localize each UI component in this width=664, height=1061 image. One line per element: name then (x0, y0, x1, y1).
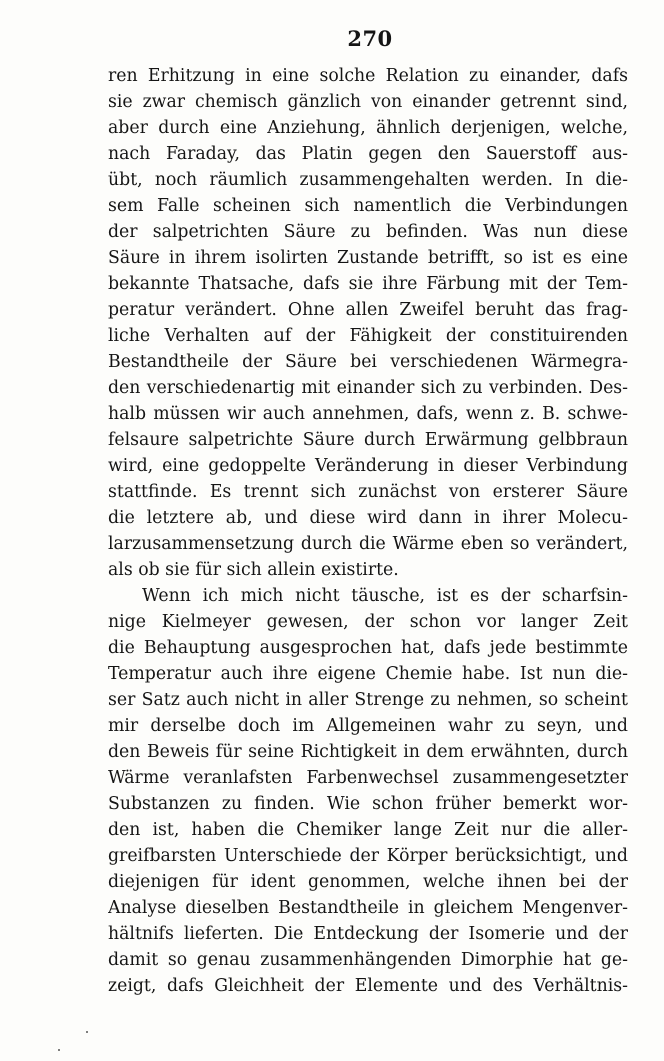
text-line: Temperatur auch ihre eigene Chemie habe. Ist nun die- (108, 664, 628, 684)
text-line: übt, noch räumlich zusammengehalten werden. In die- (108, 170, 628, 190)
text-line: peratur verändert. Ohne allen Zweifel beruht das frag- (108, 300, 628, 320)
paragraph-start-line: Wenn ich mich nicht täusche, ist es der scharfsin- (142, 586, 628, 606)
text-line: nach Faraday, das Platin gegen den Sauerstoff aus- (108, 144, 628, 164)
text-line: damit so genau zusammenhängenden Dimorphie hat ge- (108, 950, 628, 970)
text-line: Bestandtheile der Säure bei verschiedenen Wärmegra- (108, 352, 628, 372)
text-line: die Behauptung ausgesprochen hat, dafs jede bestimmte (108, 638, 628, 658)
text-line: Substanzen zu finden. Wie schon früher bemerkt wor- (108, 794, 628, 814)
text-line: Wärme veranlafsten Farbenwechsel zusammengesetzter (108, 768, 628, 788)
text-line: Analyse dieselben Bestandtheile in gleichem Mengenver- (108, 898, 628, 918)
text-line: stattfinde. Es trennt sich zunächst von ersterer Säure (108, 482, 628, 502)
text-line: diejenigen für ident genommen, welche ihnen bei der (108, 872, 628, 892)
text-line: greifbarsten Unterschiede der Körper berücksichtigt, und (108, 846, 628, 866)
scan-speck (86, 1031, 88, 1033)
text-line: halb müssen wir auch annehmen, dafs, wenn z. B. schwe- (108, 404, 628, 424)
text-line: den ist, haben die Chemiker lange Zeit nur die aller- (108, 820, 628, 840)
scan-speck (58, 1049, 60, 1051)
text-line: nige Kielmeyer gewesen, der schon vor langer Zeit (108, 612, 628, 632)
text-line: aber durch eine Anziehung, ähnlich derjenigen, welche, (108, 118, 628, 138)
text-line: Säure in ihrem isolirten Zustande betrifft, so ist es eine (108, 248, 628, 268)
text-line: die letztere ab, und diese wird dann in ihrer Molecu- (108, 508, 628, 528)
text-line: der salpetrichten Säure zu befinden. Was nun diese (108, 222, 628, 242)
text-line: zeigt, dafs Gleichheit der Elemente und des Verhältnis- (108, 976, 628, 996)
text-line: sie zwar chemisch gänzlich von einander getrennt sind, (108, 92, 628, 112)
text-line: liche Verhalten auf der Fähigkeit der constituirenden (108, 326, 628, 346)
body-text (108, 63, 628, 999)
text-line: ren Erhitzung in eine solche Relation zu einander, dafs (108, 66, 628, 86)
text-line: den verschiedenartig mit einander sich zu verbinden. Des- (108, 378, 628, 398)
text-line: den Beweis für seine Richtigkeit in dem erwähnten, durch (108, 742, 628, 762)
text-line: mir derselbe doch im Allgemeinen wahr zu seyn, und (108, 716, 628, 736)
page-number: 270 (347, 26, 393, 51)
text-line: hältnifs lieferten. Die Entdeckung der Isomerie und der (108, 924, 628, 944)
text-line: wird, eine gedoppelte Veränderung in dieser Verbindung (108, 456, 628, 476)
text-line: ser Satz auch nicht in aller Strenge zu nehmen, so scheint (108, 690, 628, 710)
paragraph-end-line: als ob sie für sich allein existirte. (108, 560, 399, 580)
text-line: larzusammensetzung durch die Wärme eben so verändert, (108, 534, 628, 554)
text-line: bekannte Thatsache, dafs sie ihre Färbung mit der Tem- (108, 274, 628, 294)
text-line: felsaure salpetrichte Säure durch Erwärmung gelbbraun (108, 430, 628, 450)
text-line: sem Falle scheinen sich namentlich die Verbindungen (108, 196, 628, 216)
